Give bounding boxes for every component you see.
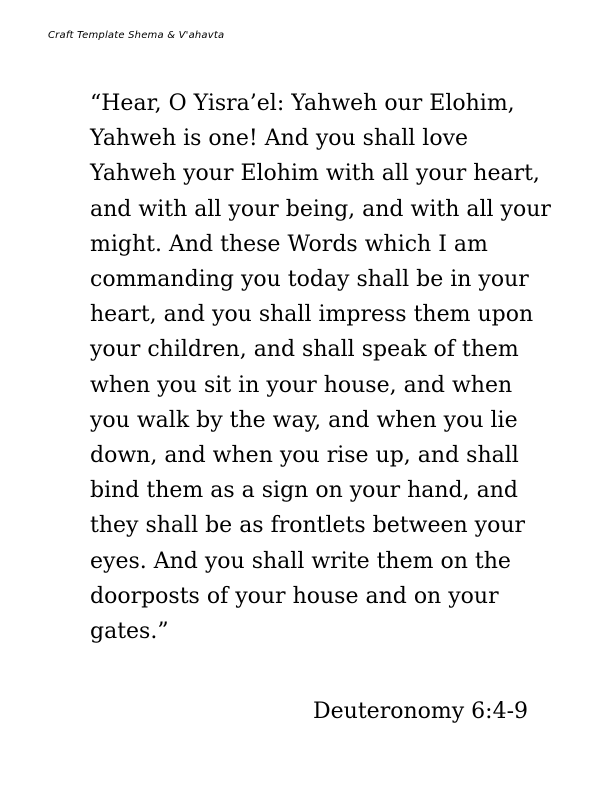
verse-line: heart, and you shall impress them upon — [90, 302, 534, 328]
scripture-reference: Deuteronomy 6:4-9 — [313, 699, 528, 724]
verse-line: they shall be as frontlets between your — [90, 513, 526, 539]
verse-line: and with all your being, and with all your — [90, 196, 551, 222]
verse-line: you walk by the way, and when you lie — [90, 407, 518, 433]
verse-line: Yahweh is one! And you shall love — [90, 126, 469, 152]
verse-line: might. And these Words which I am — [90, 231, 488, 257]
verse-text — [90, 86, 550, 649]
verse-line: “Hear, O Yisra’el: Yahweh our Elohim, — [90, 91, 515, 116]
document-header: Craft Template Shema & V'ahavta — [48, 30, 225, 41]
verse-line: commanding you today shall be in your — [90, 267, 529, 293]
verse-line: bind them as a sign on your hand, and — [90, 478, 518, 504]
verse-line: eyes. And you shall write them on the — [90, 548, 511, 574]
verse-line: your children, and shall speak of them — [90, 337, 519, 363]
verse-line: gates.” — [90, 619, 169, 645]
verse-line: Yahweh your Elohim with all your heart, — [90, 161, 540, 187]
verse-line: when you sit in your house, and when — [90, 372, 513, 398]
verse-line: doorposts of your house and on your — [90, 583, 499, 609]
verse-line: down, and when you rise up, and shall — [90, 443, 519, 469]
